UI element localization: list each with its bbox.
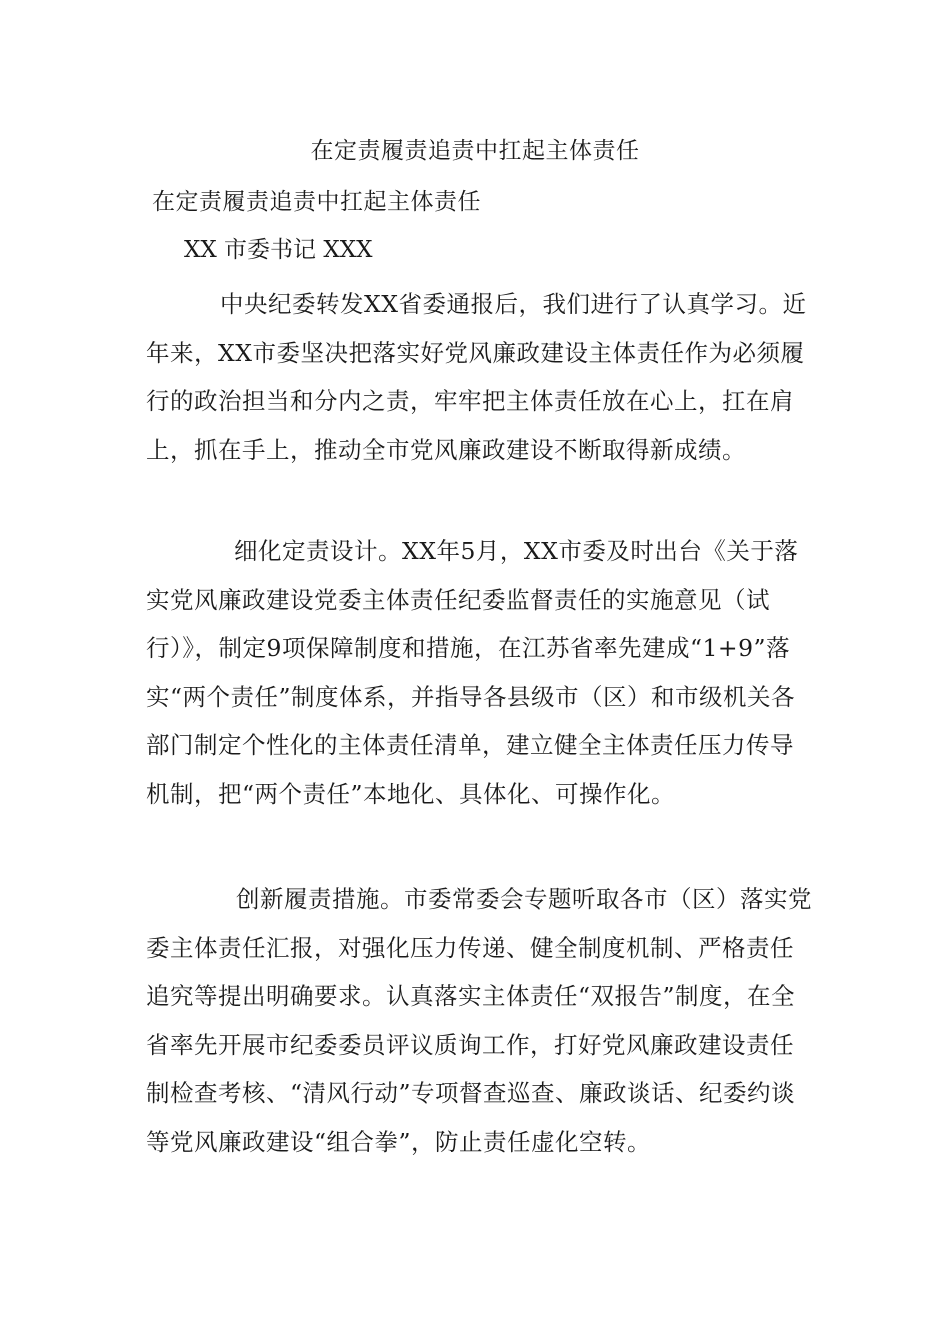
paragraph-fulfill-responsibility: 创新履责措施。市委常委会专题听取各市（区）落实党委主体责任汇报，对强化压力传递、健全制度机制、严格责任追究等提出明确要求。认真落实主体责任“双报告”制度，在全省率先开展市纪委委员评议质询工作，打好党风廉政建设责任制检查考核、“清风行动”专项督查巡查、廉政谈话、纪委约谈等党风廉政建设“组合拳”，防止责任虚化空转。 (146, 885, 812, 1156)
paragraph-intro: 中央纪委转发XX省委通报后，我们进行了认真学习。近年来，XX市委坚决把落实好党风廉政建设主体责任作为必须履行的政治担当和分内之责，牢牢把主体责任放在心上，扛在肩上，抓在手上，推动全市党风廉政建设不断取得新成绩。 (146, 290, 807, 464)
document-title: 在定责履责追责中扛起主体责任 (310, 138, 640, 164)
document-subtitle: 在定责履责追责中扛起主体责任 (152, 189, 481, 215)
author-line: XX 市委书记 XXX (184, 237, 373, 263)
paragraph-define-responsibility: 细化定责设计。XX年5月，XX市委及时出台《关于落实党风廉政建设党委主体责任纪委监督责任的实施意见（试行）》，制定9项保障制度和措施，在江苏省率先建成“1+9”落实“两个责任”制度体系，并指导各县级市（区）和市级机关各部门制定个性化的主体责任清单，建立健全主体责任压力传导机制，把“两个责任”本地化、具体化、可操作化。 (146, 537, 799, 808)
